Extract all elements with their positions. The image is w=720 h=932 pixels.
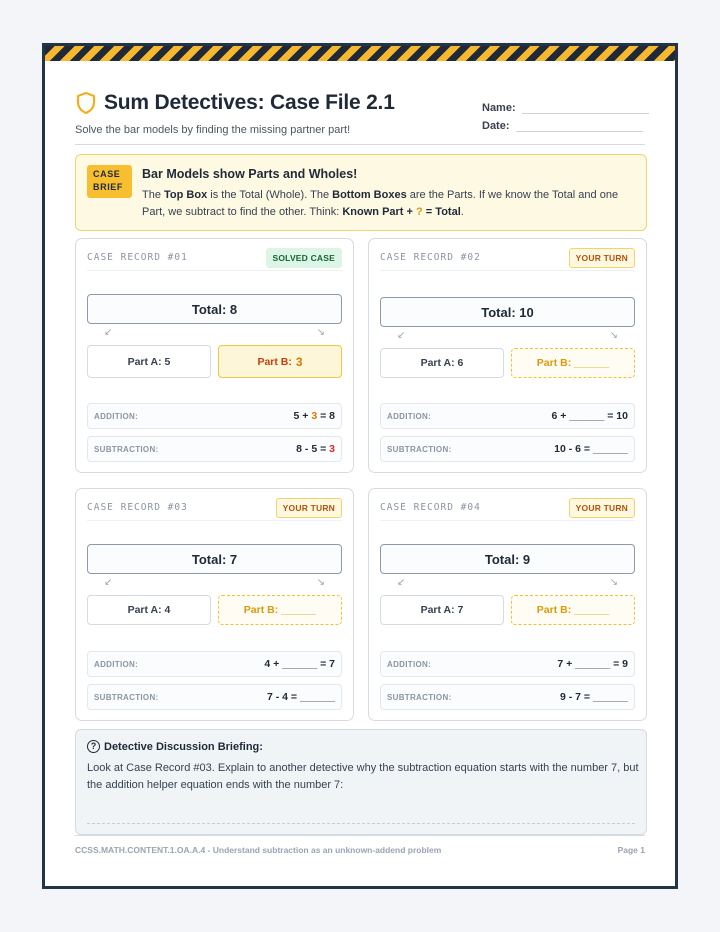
addition-answer: 3 bbox=[311, 410, 318, 422]
brief-total: = Total bbox=[422, 206, 461, 218]
subtraction-label: SUBTRACTION: bbox=[387, 693, 452, 702]
subtraction-expression[interactable]: 7 - 4 = ______ bbox=[266, 691, 335, 703]
card-label: CASE RECORD #04 bbox=[380, 502, 481, 513]
addition-expression[interactable]: 6 + ______ = 10 bbox=[551, 410, 628, 422]
case-record-card bbox=[75, 238, 354, 473]
part-b-label: Part B: bbox=[257, 355, 292, 368]
addition-expression[interactable]: 4 + ______ = 7 bbox=[264, 658, 335, 670]
name-line[interactable] bbox=[522, 102, 649, 114]
arrow-down-left-icon: ↙ bbox=[397, 577, 406, 588]
subtraction-label: SUBTRACTION: bbox=[387, 445, 452, 454]
case-record-card bbox=[75, 488, 354, 721]
case-brief bbox=[75, 154, 647, 231]
discussion-prompt: Look at Case Record #03. Explain to another detective why the subtraction equation starts with the number 7, but the addition helper equation ends with the number 7: bbox=[87, 762, 639, 791]
arrow-down-right-icon: ↘ bbox=[316, 327, 325, 338]
card-label: CASE RECORD #01 bbox=[87, 252, 188, 263]
part-a-box: Part A: 5 bbox=[87, 345, 211, 378]
case-record-card bbox=[368, 238, 647, 473]
addition-equation bbox=[87, 403, 342, 429]
addition-label: ADDITION: bbox=[94, 412, 139, 421]
subtraction-label: SUBTRACTION: bbox=[94, 445, 159, 454]
total-box: Total: 7 bbox=[87, 544, 342, 574]
addition-label: ADDITION: bbox=[94, 660, 139, 669]
discussion-title-text: Detective Discussion Briefing: bbox=[104, 740, 263, 753]
card-label: CASE RECORD #02 bbox=[380, 252, 481, 263]
part-b-blank[interactable]: Part B: ______ bbox=[218, 595, 342, 625]
subtraction-expression bbox=[296, 443, 335, 455]
subtraction-expression[interactable]: 10 - 6 = ______ bbox=[554, 443, 628, 455]
card-header bbox=[380, 239, 635, 271]
discussion-title bbox=[87, 740, 263, 753]
part-b-value: 3 bbox=[295, 354, 303, 369]
answer-line[interactable] bbox=[87, 823, 635, 824]
addition-expression[interactable]: 7 + ______ = 9 bbox=[557, 658, 628, 670]
brief-text-1: The bbox=[142, 189, 165, 201]
brief-known-part: Known Part + bbox=[342, 206, 417, 218]
brief-text bbox=[142, 187, 637, 221]
hazard-stripe bbox=[45, 46, 675, 61]
total-box: Total: 10 bbox=[380, 297, 635, 327]
header-block bbox=[75, 91, 395, 136]
part-b-blank[interactable]: Part B: ______ bbox=[511, 348, 635, 378]
card-label: CASE RECORD #03 bbox=[87, 502, 188, 513]
arrow-down-left-icon: ↙ bbox=[104, 327, 113, 338]
arrow-down-left-icon: ↙ bbox=[104, 577, 113, 588]
part-b-box bbox=[218, 345, 342, 378]
footer-standard: CCSS.MATH.CONTENT.1.OA.A.4 - Understand subtraction as an unknown-addend problem bbox=[75, 845, 442, 855]
badge-line-2: BRIEF bbox=[93, 182, 123, 192]
addition-label: ADDITION: bbox=[387, 660, 432, 669]
addition-right: = 8 bbox=[317, 410, 335, 422]
addition-expression bbox=[294, 410, 335, 422]
badge-line-1: CASE bbox=[93, 169, 121, 179]
addition-equation bbox=[380, 651, 635, 677]
subtraction-equation bbox=[87, 684, 342, 710]
name-field[interactable] bbox=[482, 102, 649, 114]
brief-period: . bbox=[460, 206, 464, 218]
arrow-down-left-icon: ↙ bbox=[397, 330, 406, 341]
status-badge: YOUR TURN bbox=[569, 498, 635, 518]
arrow-down-right-icon: ↘ bbox=[609, 577, 618, 588]
question-circle-icon: ? bbox=[87, 740, 100, 753]
subtraction-expression[interactable]: 9 - 7 = ______ bbox=[559, 691, 628, 703]
subtraction-answer: 3 bbox=[329, 443, 335, 455]
part-b-blank[interactable]: Part B: ______ bbox=[511, 595, 635, 625]
discussion-briefing bbox=[75, 729, 647, 835]
status-badge: YOUR TURN bbox=[276, 498, 342, 518]
footer-divider bbox=[75, 835, 645, 836]
subtraction-equation bbox=[87, 436, 342, 462]
part-a-box: Part A: 6 bbox=[380, 348, 504, 378]
footer-page-number: Page 1 bbox=[617, 845, 645, 855]
shield-icon bbox=[75, 91, 97, 115]
name-label: Name: bbox=[482, 102, 516, 114]
part-a-box: Part A: 7 bbox=[380, 595, 504, 625]
date-field[interactable] bbox=[482, 120, 643, 132]
status-badge: SOLVED CASE bbox=[266, 248, 343, 268]
part-a-box: Part A: 4 bbox=[87, 595, 211, 625]
brief-text-3: are the Parts. If we know the Total and one Part, we subtract to find the other. Think: bbox=[142, 189, 619, 218]
status-badge: YOUR TURN bbox=[569, 248, 635, 268]
addition-equation bbox=[380, 403, 635, 429]
brief-bottom-boxes: Bottom Boxes bbox=[332, 189, 407, 201]
subtraction-equation bbox=[380, 684, 635, 710]
brief-text-2: is the Total (Whole). The bbox=[207, 189, 333, 201]
case-brief-badge bbox=[87, 165, 132, 198]
addition-left: 5 + bbox=[293, 410, 312, 422]
arrow-down-right-icon: ↘ bbox=[316, 577, 325, 588]
subtraction-label: SUBTRACTION: bbox=[94, 693, 159, 702]
addition-label: ADDITION: bbox=[387, 412, 432, 421]
page-title: Sum Detectives: Case File 2.1 bbox=[104, 91, 395, 114]
brief-title: Bar Models show Parts and Wholes! bbox=[142, 167, 358, 181]
header-divider bbox=[75, 144, 645, 145]
card-header bbox=[87, 489, 342, 521]
subtraction-left: 8 - 5 = bbox=[296, 443, 330, 455]
worksheet-page bbox=[42, 43, 678, 889]
date-line[interactable] bbox=[516, 120, 643, 132]
arrow-down-right-icon: ↘ bbox=[609, 330, 618, 341]
brief-top-box: Top Box bbox=[164, 189, 208, 201]
case-record-card bbox=[368, 488, 647, 721]
brief-question-mark: ? bbox=[416, 206, 423, 218]
card-header bbox=[87, 239, 342, 271]
total-box: Total: 8 bbox=[87, 294, 342, 324]
addition-equation bbox=[87, 651, 342, 677]
card-header bbox=[380, 489, 635, 521]
total-box: Total: 9 bbox=[380, 544, 635, 574]
subtraction-equation bbox=[380, 436, 635, 462]
date-label: Date: bbox=[482, 120, 510, 132]
page-subtitle: Solve the bar models by finding the missing partner part! bbox=[75, 124, 351, 136]
